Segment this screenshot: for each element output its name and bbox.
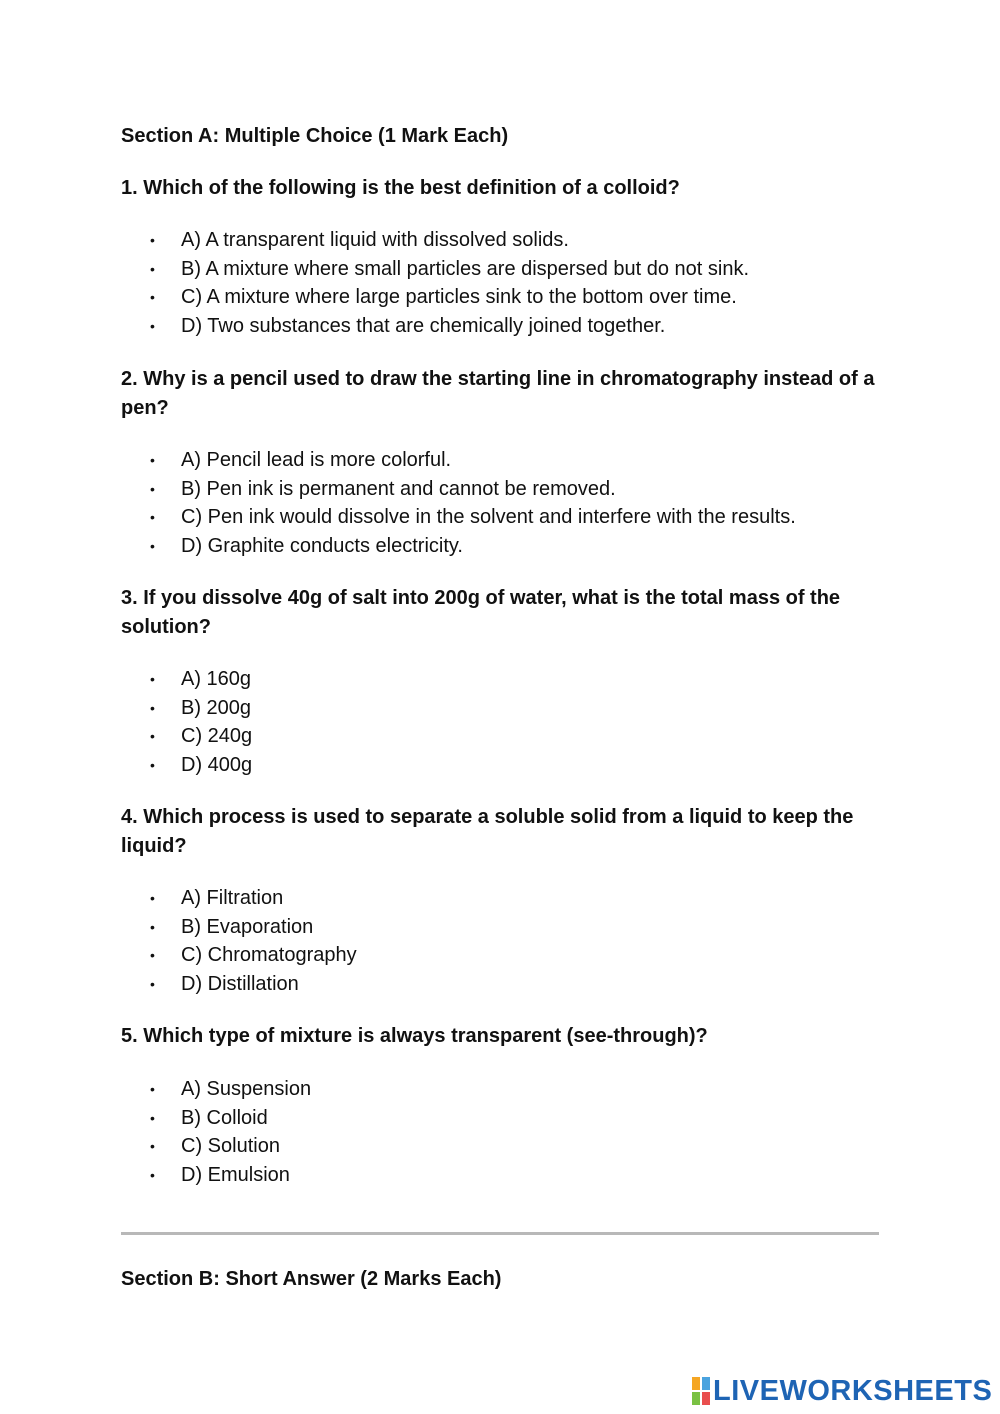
question-3-option-a xyxy=(150,665,252,694)
question-2-text: 2. Why is a pencil used to draw the starting line in chromatography instead of a pen? xyxy=(121,368,875,419)
bullet-icon: • xyxy=(150,671,155,687)
question-2-option-d xyxy=(150,532,796,561)
question-5-option-b xyxy=(150,1104,311,1133)
option-label: B) Pen ink is permanent and cannot be removed. xyxy=(181,477,616,500)
question-1-option-c xyxy=(150,283,749,312)
option-label: A) Filtration xyxy=(181,887,284,909)
option-label: A) A transparent liquid with dissolved solids. xyxy=(181,229,569,251)
option-label: B) Evaporation xyxy=(181,915,314,938)
question-4-option-a xyxy=(150,884,357,913)
option-label: C) 240g xyxy=(181,725,253,748)
bullet-icon: • xyxy=(150,1081,155,1097)
question-5-options xyxy=(150,1075,311,1190)
question-1-text: 1. Which of the following is the best definition of a colloid? xyxy=(121,177,680,199)
section-divider xyxy=(121,1232,879,1235)
bullet-icon: • xyxy=(150,757,155,774)
bullet-icon: • xyxy=(150,699,155,716)
question-5-text: 5. Which type of mixture is always transparent (see-through)? xyxy=(121,1025,708,1047)
question-4-option-c xyxy=(150,941,357,970)
logo-mark-icon xyxy=(692,1377,710,1405)
question-5-option-c xyxy=(150,1132,311,1161)
option-label: D) Two substances that are chemically joined together. xyxy=(181,315,666,338)
question-2-option-c xyxy=(150,503,796,532)
option-label: B) 200g xyxy=(181,696,252,719)
option-label: D) Emulsion xyxy=(181,1164,290,1187)
bullet-icon: • xyxy=(150,918,155,935)
question-3-option-b xyxy=(150,694,252,723)
option-label: D) 400g xyxy=(181,754,253,777)
question-1-options xyxy=(150,226,749,341)
question-4-text: 4. Which process is used to separate a soluble solid from a liquid to keep the liquid? xyxy=(121,806,854,857)
bullet-icon: • xyxy=(150,1167,155,1184)
question-2-options xyxy=(150,446,796,561)
question-5-option-a xyxy=(150,1075,311,1104)
question-1-option-b xyxy=(150,255,749,284)
bullet-icon: • xyxy=(150,452,155,468)
question-4-options xyxy=(150,884,357,999)
option-label: C) Chromatography xyxy=(181,944,357,967)
bullet-icon: • xyxy=(150,289,155,306)
bullet-icon: • xyxy=(150,890,155,906)
option-label: C) Solution xyxy=(181,1135,280,1158)
option-label: D) Graphite conducts electricity. xyxy=(181,535,463,558)
question-4-option-d xyxy=(150,970,357,999)
question-2-option-b xyxy=(150,475,796,504)
option-label: C) Pen ink would dissolve in the solvent and interfere with the results. xyxy=(181,506,796,529)
section-b-heading: Section B: Short Answer (2 Marks Each) xyxy=(121,1268,502,1290)
option-label: C) A mixture where large particles sink to the bottom over time. xyxy=(181,286,737,309)
question-2-option-a xyxy=(150,446,796,475)
question-5-option-d xyxy=(150,1161,311,1190)
bullet-icon: • xyxy=(150,232,155,248)
question-3-text: 3. If you dissolve 40g of salt into 200g of water, what is the total mass of the solution? xyxy=(121,587,841,638)
bullet-icon: • xyxy=(150,1109,155,1126)
bullet-icon: • xyxy=(150,976,155,993)
question-3-options xyxy=(150,665,252,780)
logo-text: LIVEWORKSHEETS xyxy=(713,1375,993,1407)
bullet-icon: • xyxy=(150,509,155,526)
liveworksheets-logo xyxy=(692,1374,992,1408)
option-label: A) 160g xyxy=(181,668,252,690)
section-a-heading: Section A: Multiple Choice (1 Mark Each) xyxy=(121,125,509,147)
question-3-option-c xyxy=(150,722,252,751)
option-label: D) Distillation xyxy=(181,973,299,996)
question-1-option-a xyxy=(150,226,749,255)
option-label: A) Suspension xyxy=(181,1078,312,1100)
bullet-icon: • xyxy=(150,260,155,277)
bullet-icon: • xyxy=(150,538,155,555)
question-3-option-d xyxy=(150,751,252,780)
option-label: B) Colloid xyxy=(181,1106,268,1129)
question-1-option-d xyxy=(150,312,749,341)
bullet-icon: • xyxy=(150,480,155,497)
bullet-icon: • xyxy=(150,947,155,964)
question-4-option-b xyxy=(150,913,357,942)
bullet-icon: • xyxy=(150,728,155,745)
bullet-icon: • xyxy=(150,1138,155,1155)
option-label: A) Pencil lead is more colorful. xyxy=(181,449,452,471)
bullet-icon: • xyxy=(150,318,155,335)
option-label: B) A mixture where small particles are dispersed but do not sink. xyxy=(181,257,750,280)
